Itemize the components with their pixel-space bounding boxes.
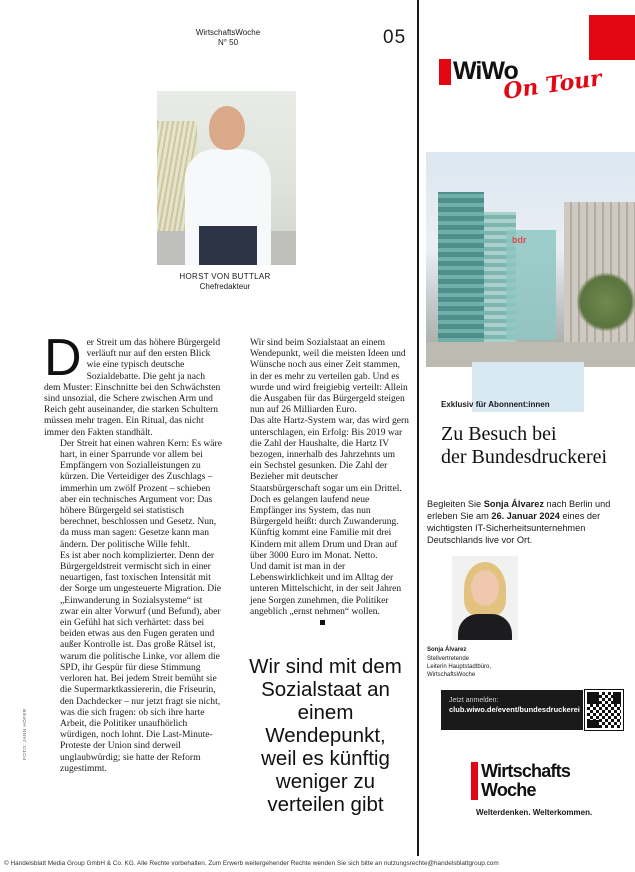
article-paragraph	[234, 561, 409, 628]
brand-slogan: Welterdenken. Welterkommen.	[476, 808, 593, 817]
logo-red-bar	[439, 59, 451, 85]
author-role: Chefredakteur	[199, 282, 251, 291]
photo-body	[458, 614, 512, 640]
issue-number: N° 50	[217, 38, 239, 47]
contact-role	[427, 655, 547, 679]
intro-text: eines der wichtigsten IT-Sicherheitsunternehmen Deutschlands live vor Ort.	[427, 511, 601, 545]
pull-quote: Wir sind mit dem Sozialstaat an einem Wendepunkt, weil es künftig weniger zu verteilen gibt	[249, 655, 402, 816]
article-paragraph: Wir sind beim Sozialstaat an einem Wendepunkt, weil die meisten Ideen und Wünsche noch aus einer Zeit stammen, in der es mehr zu verteilen gab. Und es wurde und wird freigiebig verteilt: Allein die Ausgaben für das Bürgergeld steigen nun auf 26 Milliarden Euro.	[250, 337, 408, 416]
page-number: 05	[383, 27, 407, 48]
ad-intro	[427, 498, 635, 546]
article-paragraph: Es ist aber noch komplizierter. Denn der Bürgergeldstreit vermischt sich in einer neuartigen, fast toxischen Intensität mit der Sorge um ungesteuerte Migration. Die „Einwanderung in Sozialsysteme“ ist zwar ein alter Vorwurf (und Befund), aber ein Gefühl hat sich verhärtet: dass bei beiden etwas aus den Fugen geraten und außer Kontrolle ist. Das große Rätsel ist, warum die politische Linke, vor allem die SPD, ihr Gespür für diese Stimmung verloren hat. Bei jedem Streit bemüht sie die Supermarktkassiererin, die Friseurin, den Dachdecker – nur jetzt fragt sie nicht, was die sich fragen: ob sich ihre harte Arbeit, die Politiker unaufhörlich würdigen, noch lohnt. Die Last-Minute-Proteste der Union sind derweil unglaubwürdig; sie hatte der Reform zugestimmt.	[60, 549, 222, 774]
drop-cap: D	[44, 329, 82, 387]
photo-face	[471, 570, 499, 606]
bundesdruckerei-building-photo	[426, 152, 635, 367]
intro-name: Sonja Álvarez	[483, 499, 544, 509]
paragraph-text: Und damit ist man in der Lebenswirklichkeit und im Alltag der unteren Mittelschicht, in der seit Jahren jene Sorgen zunehmen, die Politiker angeblich „ernst nehmen“ wollen.	[250, 561, 402, 617]
photo-trousers	[199, 226, 257, 265]
logo-red-bar	[471, 762, 478, 781]
intro-text: Begleiten Sie	[427, 499, 484, 509]
contact-name: Sonja Álvarez	[427, 647, 467, 653]
ad-title-line: der Bundesdruckerei	[441, 446, 608, 468]
role-line: Stellvertretende	[427, 656, 470, 662]
exclusive-label: Exklusiv für Abonnent:innen	[441, 400, 550, 409]
qr-code-icon[interactable]	[585, 690, 623, 730]
signup-box[interactable]	[441, 690, 583, 730]
building-glass	[506, 230, 556, 340]
role-line: Leiterin Hauptstadtbüro,	[427, 664, 492, 670]
photo-tree	[576, 272, 635, 332]
copyright-footer: © Handelsblatt Media Group GmbH & Co. KG. Alle Rechte vorbehalten. Zum Erwerb weitergehender Rechte wenden Sie sich bitte an nutzungsrechte@handelsblattgroup.com	[4, 860, 499, 867]
logo-on-tour-text: On Tour	[501, 65, 604, 105]
building-sign: bdr	[512, 235, 527, 245]
ad-title	[441, 423, 631, 469]
author-name: HORST VON BUTTLAR	[179, 272, 271, 281]
signup-link[interactable]: club.wiwo.de/event/bundesdruckerei	[449, 705, 580, 714]
ad-title-line: Zu Besuch bei	[441, 423, 557, 445]
intro-date: 26. Januar 2024	[491, 511, 560, 521]
paragraph-text: er Streit um das höhere Bürgergeld verläuft nur auf den ersten Blick wie eine typisch deutsche Sozialdebatte. Die geht ja nach dem Muster: Einschnitte bei den Schwächsten sind unsozial, die Schere zwischen Arm und Reich geht auseinander, die starken Schultern müssen mehr tragen. Ein Ritual, das nicht immer den Fakten standhält.	[44, 337, 221, 438]
end-mark	[320, 620, 325, 625]
author-photo	[157, 91, 296, 265]
logo-wiwo-text: WiWo	[453, 57, 518, 85]
article-column-2	[234, 337, 409, 628]
photo-credit: FOTO: JANN HÖFER	[22, 708, 27, 760]
signup-label: Jetzt anmelden:	[449, 697, 499, 704]
column-divider	[417, 0, 419, 856]
role-line: WirtschaftsWoche	[427, 672, 476, 678]
wirtschaftswoche-logo	[471, 762, 570, 800]
logo-line: Woche	[481, 780, 536, 800]
logo-line: Wirtschafts	[481, 761, 571, 781]
magazine-name: WirtschaftsWoche	[195, 28, 261, 37]
contact-photo	[452, 556, 518, 640]
article-paragraph	[44, 329, 222, 438]
red-accent-square	[589, 15, 635, 60]
logo-red-bar	[471, 781, 478, 800]
article-paragraph: Das alte Hartz-System war, das wird gern unterschlagen, ein Erfolg: Bis 2019 war die Zahl der Haushalte, die Hartz IV bezogen, innerhalb des Jahrzehnts um ein Sechstel gesunken. Die Zahl der Bezieher mit deutscher Staatsbürgerschaft sogar um ein Drittel. Doch es gelangen laufend neue Empfänger ins System, das nun Bürgergeld heißt: durch Zuwanderung. Künftig kommt eine Familie mit drei Kindern mit allem Drum und Dran auf über 3000 Euro im Monat. Netto.	[250, 415, 409, 561]
photo-head	[209, 106, 245, 150]
building-left	[438, 192, 484, 347]
article-paragraph: Der Streit hat einen wahren Kern: Es wäre hart, in einer Sparrunde vor allem bei Empfängern von Sozialleistungen zu kürzen. Die Verteidiger des Zuschlags – immerhin um zwölf Prozent – schieben aber ein technisches Argument vor: Das höhere Bürgergeld sei statistisch berechnet, beschlossen und Gesetz. Nun, da muss man sagen: Gesetze kann man ändern. Der politische Wille fehlt.	[60, 437, 222, 550]
article-column-1	[44, 329, 222, 774]
intro-text: nach Berlin und erleben Sie am	[427, 499, 611, 521]
magazine-issue	[188, 28, 268, 48]
